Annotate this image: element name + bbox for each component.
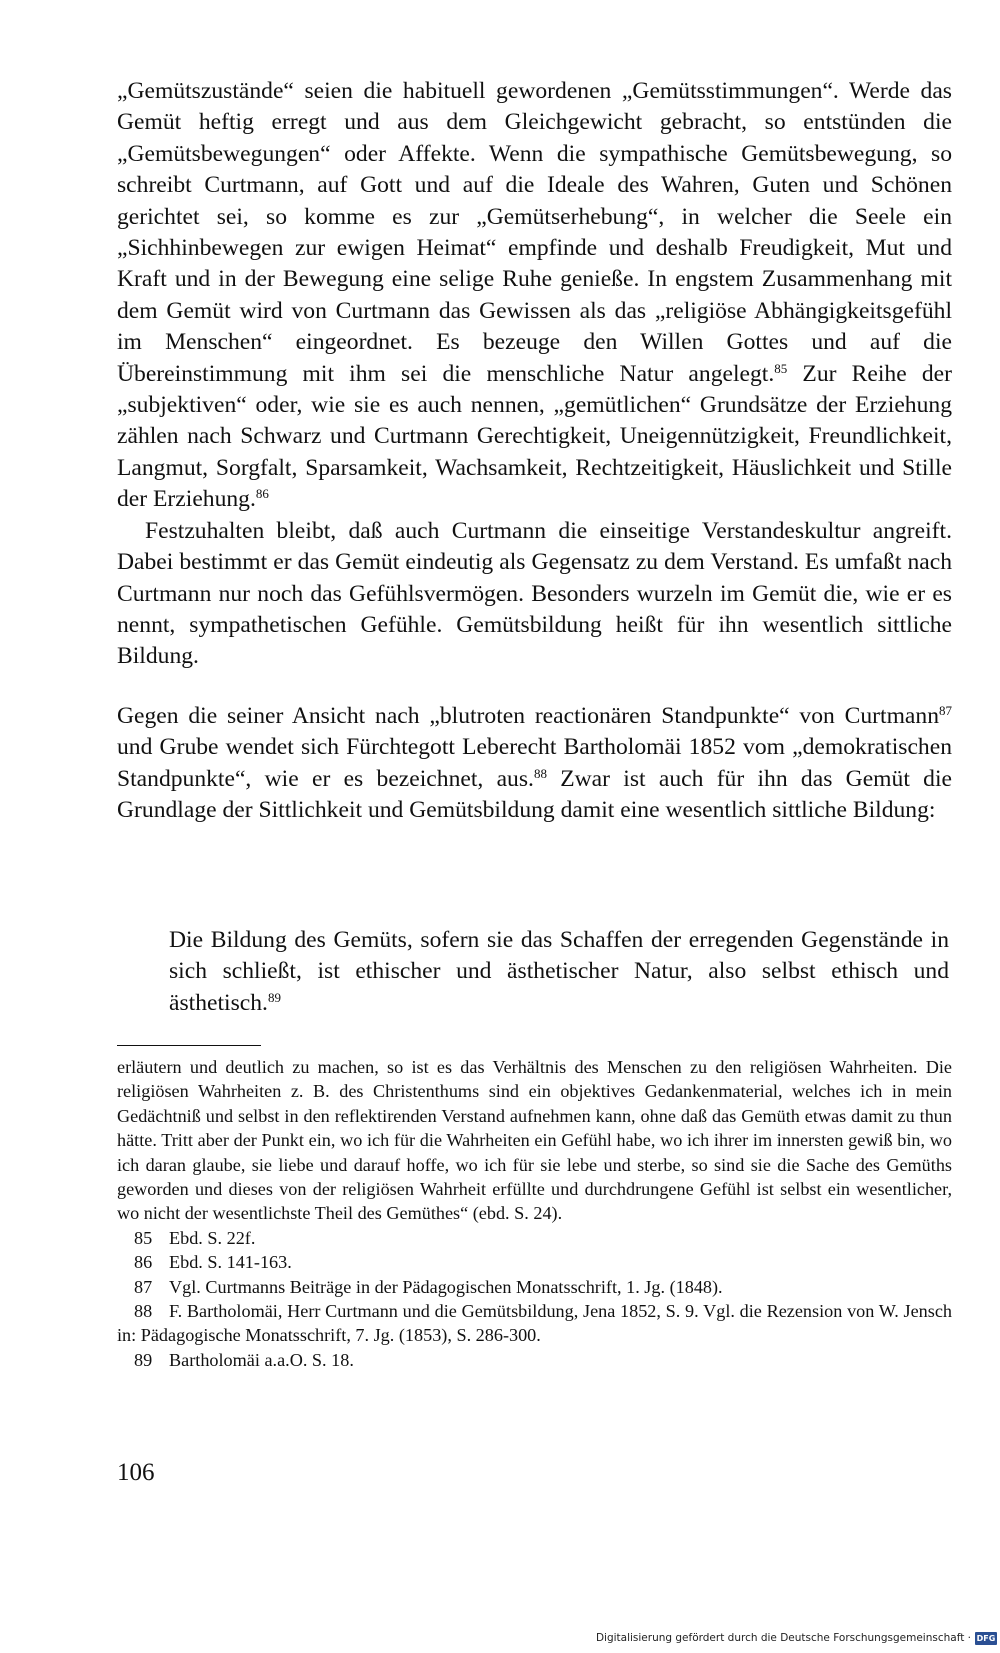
footnote-88: 88 F. Bartholomäi, Herr Curtmann und die Gemütsbildung, Jena 1852, S. 9. Vgl. die Rezension von W. Jensch in: Pädagogische Monatsschrift, 7. Jg. (1853), S. 286-300. [117, 1301, 952, 1346]
paragraph-2: Festzuhalten bleibt, daß auch Curtmann die einseitige Verstandeskultur angreift. Dabei bestimmt er das Gemüt eindeutig als Gegensatz zu dem Verstand. Es umfaßt nach Curtmann nur noch das Gefühlsvermögen. Besonders wurzeln im Gemüt die, wie er es nennt, sympathetischen Gefühle. Gemütsbildung heißt für ihn wesentlich sittliche Bildung. [117, 517, 952, 670]
footnote-85: 85 Ebd. S. 22f. [134, 1227, 256, 1248]
digitization-credit [596, 1628, 997, 1648]
footnote-87: 87 Vgl. Curtmanns Beiträge in der Pädagogischen Monatsschrift, 1. Jg. (1848). [134, 1276, 723, 1297]
footnote-ref-88[interactable]: 88 [533, 765, 547, 781]
footnote-86: 86 Ebd. S. 141-163. [134, 1252, 292, 1273]
footnote-continuation: erläutern und deutlich zu machen, so ist es das Verhältnis des Menschen zu den religiösen Wahrheiten. Die religiösen Wahrheiten z. B. des Christenthums sind ein objektives Gedankenmaterial, welches ich in mein Gedächtniß und selbst in den reflektirenden Verstand aufnehmen kann, ohne daß das Gemüth etwas damit zu thun hätte. Tritt aber der Punkt ein, wo ich für die Wahrheiten ein Gefühl habe, wo ich ihrer im innersten gewiß bin, wo ich daran glaube, sie liebe und darauf hoffe, wo ich für sie lebe und sterbe, so sind sie die Sache des Gemüths geworden und dieses von der religiösen Wahrheit erfüllte und durchdrungene Gefühl ist selbst ein wesentlicher, wo nicht der wesentlichste Theil des Gemüthes“ (ebd. S. 24). [117, 1057, 952, 1224]
credit-text: Digitalisierung gefördert durch die Deutsche Forschungsgemeinschaft · [595, 1632, 971, 1644]
page-number: 106 [117, 1459, 155, 1486]
footnote-ref-89[interactable]: 89 [267, 989, 281, 1005]
footnote-ref-87[interactable]: 87 [939, 702, 952, 718]
paragraph-1: „Gemütszustände“ seien die habituell gewordenen „Gemütsstimmungen“. Werde das Gemüt heftig erregt und aus dem Gleichgewicht gebracht, so entstünden die „Gemütsbewegungen“ oder Affekte. Wenn die sympathische Gemütsbewegung, so schreibt Curtmann, auf Gott und auf die Ideale des Wahren, Guten und Schönen gerichtet sei, so komme es zur „Gemütserhebung“, in welcher die Seele ein „Sichhinbewegen zur ewigen Heimat“ empfinde und deshalb Freudigkeit, Mut und Kraft und in der Bewegung eine selige Ruhe genieße. In engstem Zusammenhang mit dem Gemüt wird von Curtmann das Gewissen als das „religiöse Abhängigkeitsgefühl im Menschen“ eingeordnet. Es bezeuge den Willen Gottes und auf die Übereinstimmung mit ihm sei die menschliche Natur angelegt.$^{85}$ Zur Reihe der „subjektiven“ oder, wie sie es auch nennen, „gemütlichen“ Grundsätze der Erziehung zählen nach Schwarz und Curtmann Gerechtigkeit, Uneigennützigkeit, Freundlichkeit, Langmut, Sorgfalt, Sparsamkeit, Wachsamkeit, Rechtzeitigkeit, Häuslichkeit und Stille der Erziehung.$^{86}$ [117, 78, 952, 513]
footnote-separator [117, 1045, 261, 1046]
main-text [117, 76, 952, 826]
dfg-logo-icon: DFG [976, 1633, 996, 1643]
footnote-ref-86[interactable]: 86 [255, 486, 269, 502]
footnote-89: 89 Bartholomäi a.a.O. S. 18. [134, 1349, 354, 1370]
block-quote: Die Bildung des Gemüts, sofern sie das Schaffen der erregenden Gegenstände in sich schließt, ist ethischer und ästhetischer Natur, also selbst ethisch und ästhetisch.$^{89}$ [169, 927, 949, 1016]
footnotes [117, 1055, 952, 1372]
footnote-ref-85[interactable]: 85 [774, 360, 788, 376]
paragraph-3: Gegen die seiner Ansicht nach „blutroten reactionären Standpunkte“ von Curtmann$^{87}$ und Grube wendet sich Fürchtegott Leberecht Bartholomäi 1852 vom „demokratischen Standpunkte“, wie er es bezeichnet, aus.$^{88}$ Zwar ist auch für ihn das Gemüt die Grundlage der Sittlichkeit und Gemütsbildung damit eine wesentlich sittliche Bildung: [117, 702, 952, 823]
